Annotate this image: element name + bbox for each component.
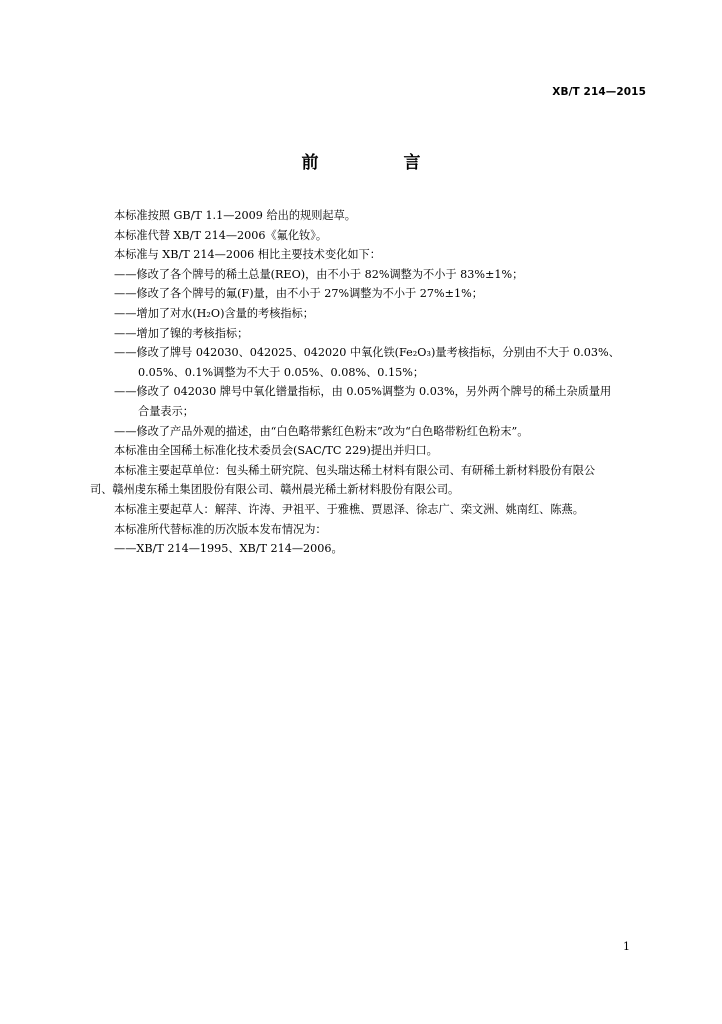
paragraph-drafting-units-cont: 司、赣州虔东稀土集团股份有限公司、赣州晨光稀土新材料股份有限公司。 <box>90 483 460 497</box>
change-item-water: ——增加了对水(H₂O)含量的考核指标； <box>114 306 314 320</box>
paragraph-drafters: 本标准主要起草人：解萍、许涛、尹祖平、于雅樵、贾恩泽、徐志广、栾文洲、姚南红、陈燕。 <box>114 502 584 516</box>
page-number: 1 <box>623 940 630 953</box>
paragraph-replaces: 本标准代替 XB/T 214—2006《氟化钕》。 <box>114 228 328 242</box>
change-item-appearance: ——修改了产品外观的描述，由“白色略带紫红色粉末”改为“白色略带粉红色粉末”。 <box>114 424 529 438</box>
paragraph-drafting-rules: 本标准按照 GB/T 1.1—2009 给出的规则起草。 <box>114 209 356 222</box>
foreword-body <box>90 206 650 559</box>
page-title: 前 言 <box>301 153 455 173</box>
paragraph-history-intro: 本标准所代替标准的历次版本发布情况为： <box>114 522 327 536</box>
change-item-praseodymium-cont: 合量表示； <box>138 404 194 418</box>
change-item-iron-oxide: ——修改了牌号 042030、042025、042020 中氧化铁(Fe₂O₃)量考核指标，分别由不大于 0.03%、 <box>114 346 620 360</box>
change-item-nickel: ——增加了镍的考核指标； <box>114 326 249 340</box>
standard-code: XB/T 214—2015 <box>552 86 646 98</box>
change-item-reo: ——修改了各个牌号的稀土总量(REO)，由不小于 82%调整为不小于 83%±1%； <box>114 267 524 281</box>
paragraph-proposed-by: 本标准由全国稀土标准化技术委员会(SAC/TC 229)提出并归口。 <box>114 444 438 458</box>
change-item-fluorine: ——修改了各个牌号的氟(F)量，由不小于 27%调整为不小于 27%±1%； <box>114 287 483 301</box>
change-item-praseodymium: ——修改了 042030 牌号中氧化镨量指标，由 0.05%调整为 0.03%，另外两个牌号的稀土杂质量用 <box>114 385 612 399</box>
paragraph-history-versions: ——XB/T 214—1995、XB/T 214—2006。 <box>114 542 343 556</box>
paragraph-drafting-units: 本标准主要起草单位：包头稀土研究院、包头瑞达稀土材料有限公司、有研稀土新材料股份有限公 <box>114 463 596 477</box>
change-item-iron-oxide-cont: 0.05%、0.1%调整为不大于 0.05%、0.08%、0.15%； <box>138 365 425 379</box>
paragraph-changes-intro: 本标准与 XB/T 214—2006 相比主要技术变化如下： <box>114 248 381 262</box>
